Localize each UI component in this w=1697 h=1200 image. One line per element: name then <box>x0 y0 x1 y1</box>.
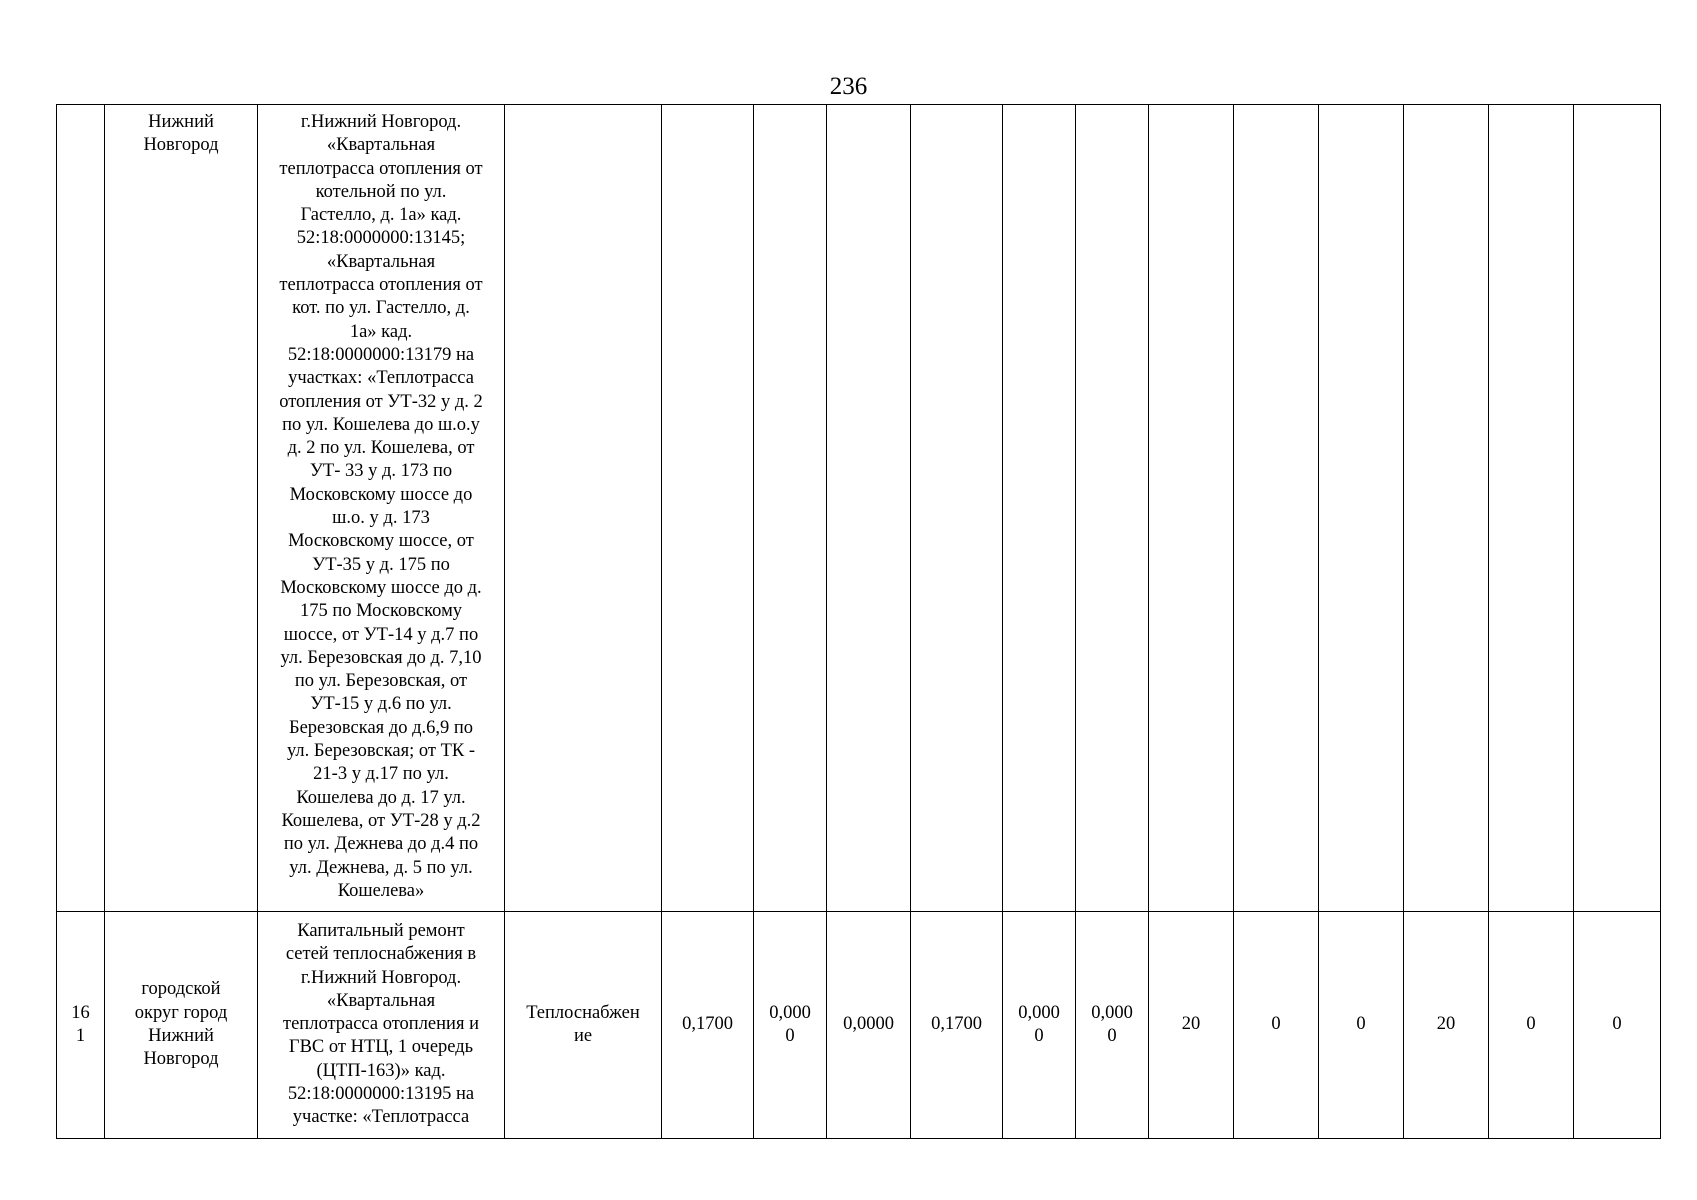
value-cell: 0,1700 <box>911 912 1003 1139</box>
page-number: 236 <box>829 73 868 100</box>
description-cell: Капитальный ремонт сетей теплоснабжения в г.Нижний Новгород. «Квартальная теплотрасса отопления и ГВС от НТЦ, 1 очередь (ЦТП-163)» кад. 52:18:0000000:13195 на участке: «Теплотрасса <box>258 912 505 1139</box>
value-cell <box>1003 105 1076 912</box>
table-row <box>57 105 1661 912</box>
table-row <box>57 912 1661 1139</box>
type-cell <box>505 105 662 912</box>
type-cell: Теплоснабжен ие <box>505 912 662 1139</box>
value-cell: 0 <box>1319 912 1404 1139</box>
value-cell: 20 <box>1404 912 1489 1139</box>
municipality-cell: Нижний Новгород <box>105 105 258 912</box>
value-cell <box>1404 105 1489 912</box>
value-cell: 0 <box>1574 912 1661 1139</box>
row-number-cell: 16 1 <box>57 912 105 1139</box>
value-cell <box>754 105 827 912</box>
value-cell <box>1489 105 1574 912</box>
value-cell <box>1319 105 1404 912</box>
row-number-cell <box>57 105 105 912</box>
value-cell <box>827 105 911 912</box>
value-cell: 0,000 0 <box>1003 912 1076 1139</box>
value-cell: 0 <box>1234 912 1319 1139</box>
value-cell <box>911 105 1003 912</box>
value-cell <box>1149 105 1234 912</box>
data-table <box>56 104 1661 1139</box>
value-cell: 0,0000 <box>827 912 911 1139</box>
value-cell: 0,1700 <box>662 912 754 1139</box>
value-cell: 0,000 0 <box>754 912 827 1139</box>
value-cell <box>1234 105 1319 912</box>
value-cell <box>1574 105 1661 912</box>
value-cell: 20 <box>1149 912 1234 1139</box>
value-cell <box>1076 105 1149 912</box>
municipality-cell: городской округ город Нижний Новгород <box>105 912 258 1139</box>
value-cell <box>662 105 754 912</box>
description-cell: г.Нижний Новгород. «Квартальная теплотрасса отопления от котельной по ул. Гастелло, д. 1а» кад. 52:18:0000000:13145; «Квартальная теплотрасса отопления от кот. по ул. Гастелло, д. 1а» кад. 52:18:0000000:13179 на участках: «Теплотрасса отопления от УТ-32 у д. 2 по ул. Кошелева до ш.о.у д. 2 по ул. Кошелева, от УТ- 33 у д. 173 по Московскому шоссе до ш.о. у д. 173 Московскому шоссе, от УТ-35 у д. 175 по Московскому шоссе до д. 175 по Московскому шоссе, от УТ-14 у д.7 по ул. Березовская до д. 7,10 по ул. Березовская, от УТ-15 у д.6 по ул. Березовская до д.6,9 по ул. Березовская; от ТК - 21-3 у д.17 по ул. Кошелева до д. 17 ул. Кошелева, от УТ-28 у д.2 по ул. Дежнева до д.4 по ул. Дежнева, д. 5 по ул. Кошелева» <box>258 105 505 912</box>
value-cell: 0 <box>1489 912 1574 1139</box>
value-cell: 0,000 0 <box>1076 912 1149 1139</box>
